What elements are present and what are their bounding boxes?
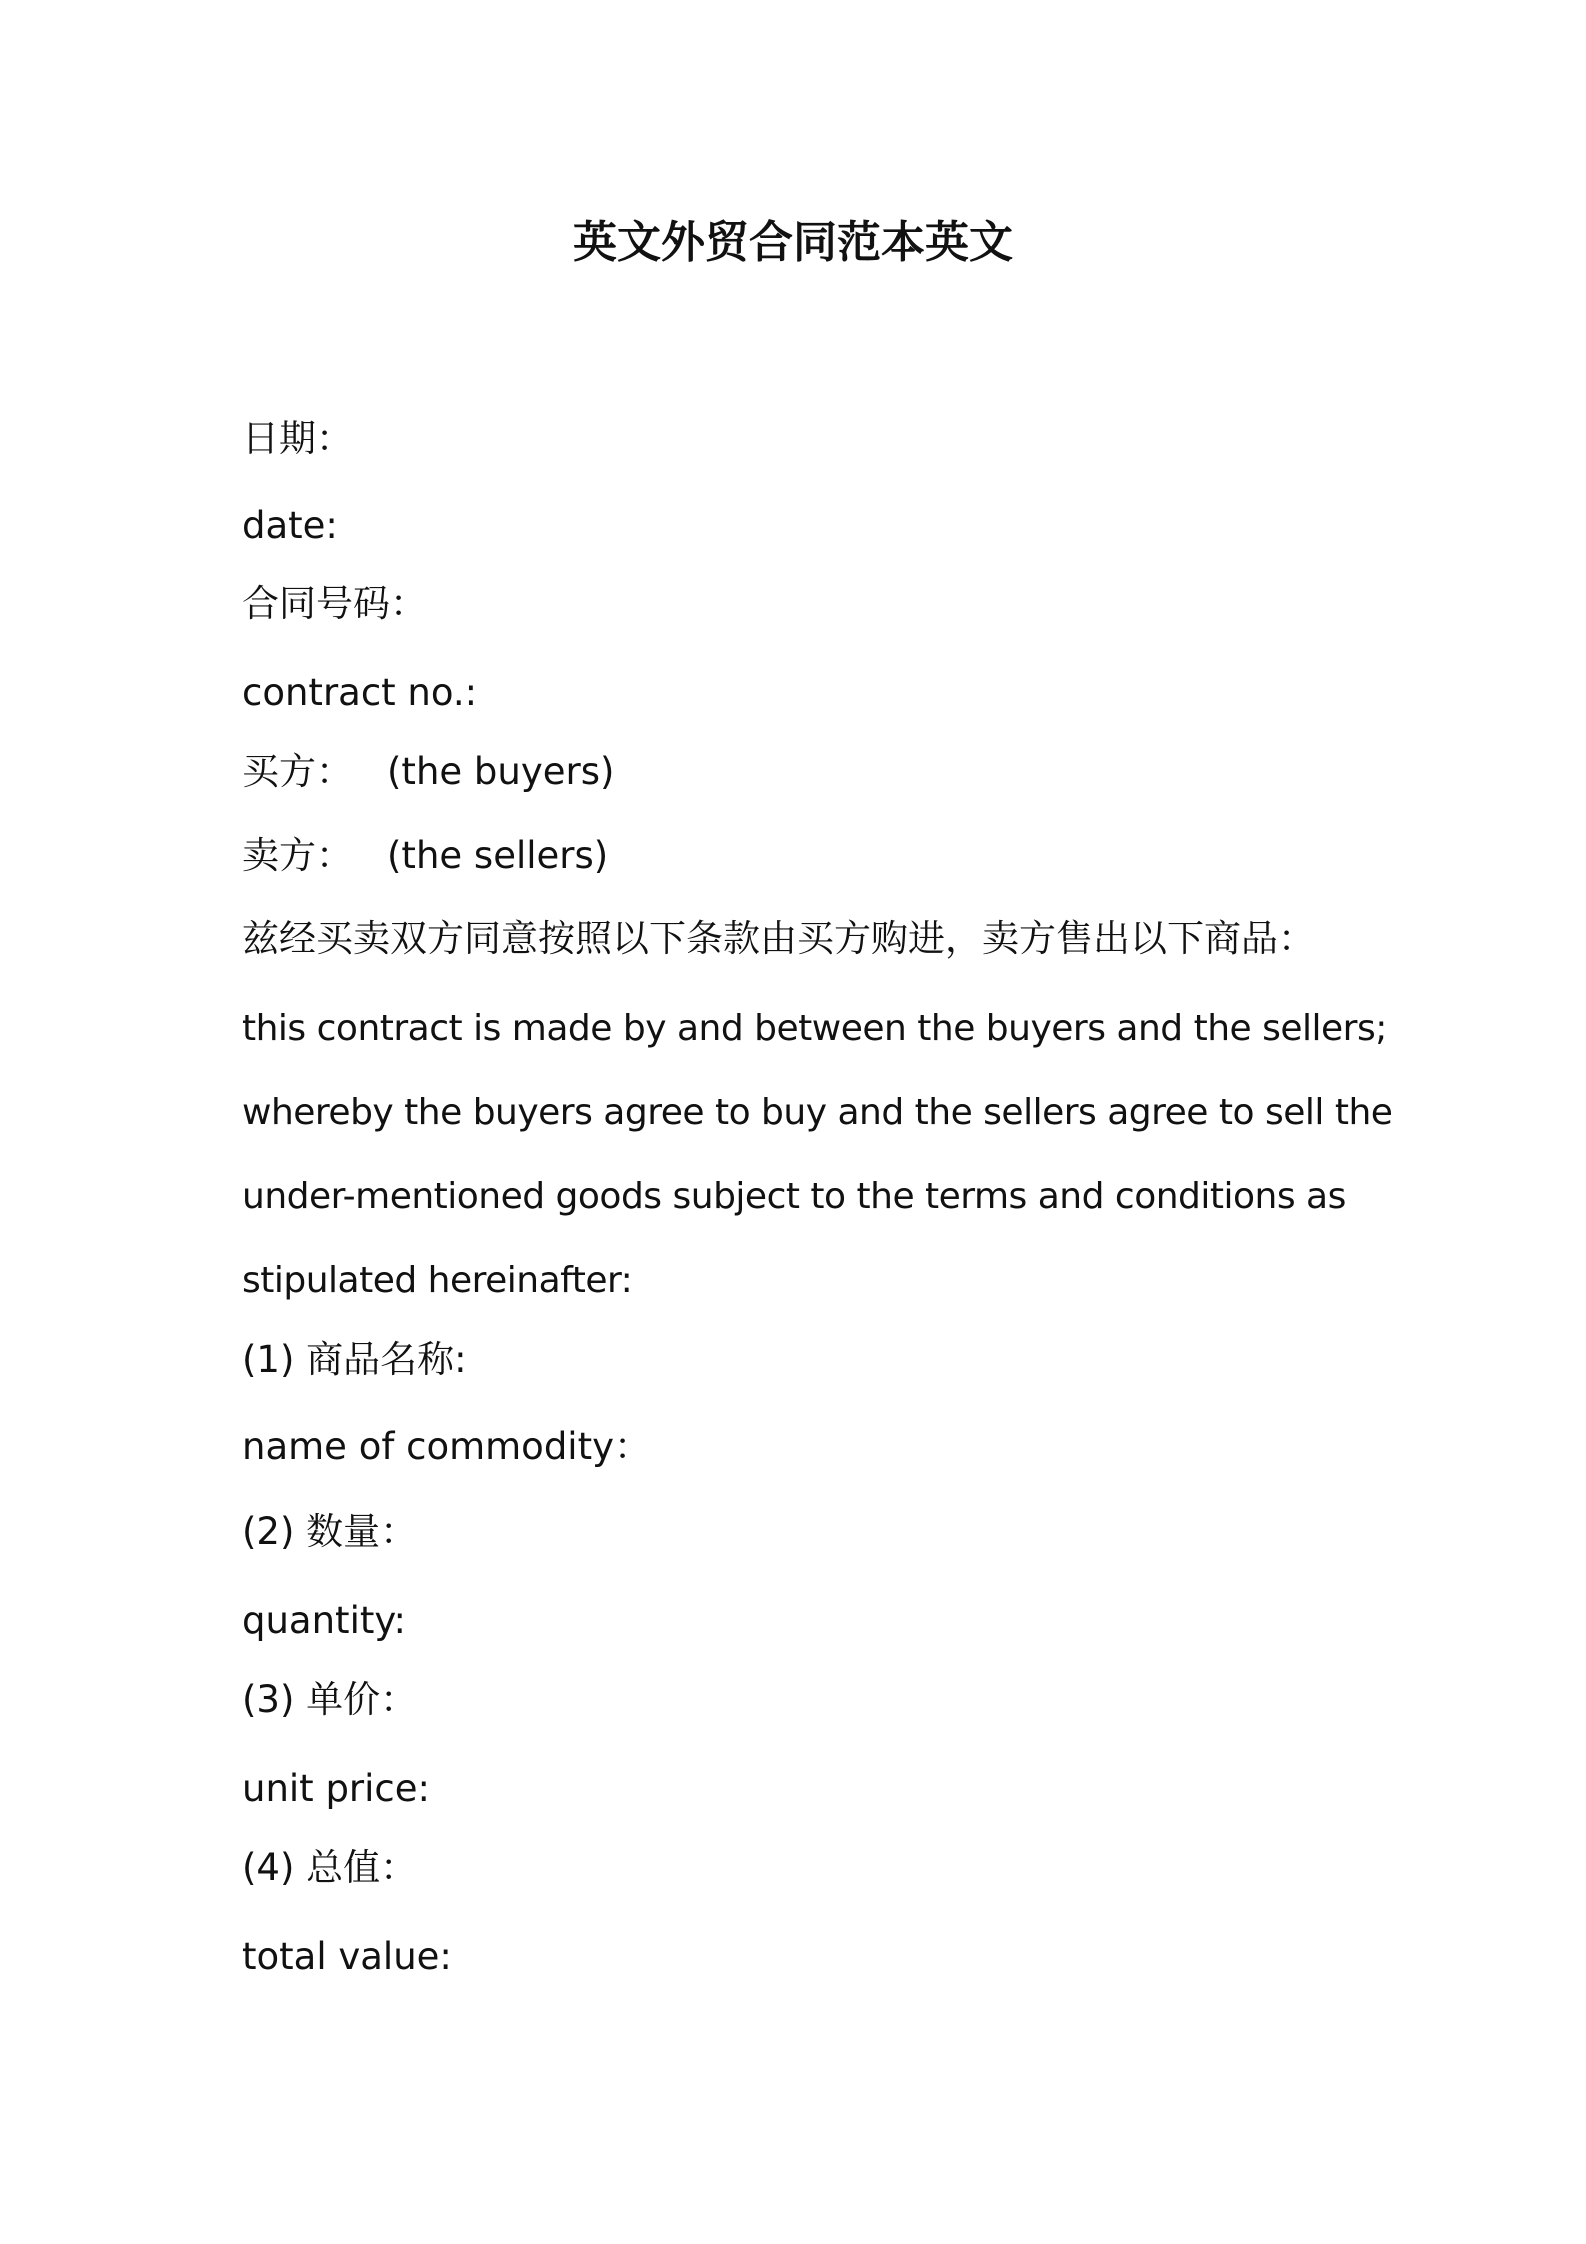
date-label-en: date:	[242, 504, 338, 547]
agreement-text-en-line: stipulated hereinafter:	[242, 1260, 633, 1301]
document-title: 英文外贸合同范本英文	[573, 217, 1013, 268]
contract-no-label-en: contract no.:	[242, 671, 478, 714]
agreement-text-cn: 兹经买卖双方同意按照以下条款由买方购进，卖方售出以下商品：	[242, 917, 1315, 960]
item-total-value-cn: (4) 总值：	[242, 1846, 418, 1889]
item-total-value-en: total value:	[242, 1935, 452, 1978]
item-quantity-en: quantity:	[242, 1599, 407, 1642]
contract-no-label-cn: 合同号码：	[242, 582, 427, 625]
item-commodity-cn: (1) 商品名称:	[242, 1338, 467, 1381]
sellers-label-en: (the sellers)	[387, 834, 609, 877]
sellers-label-cn: 卖方：	[242, 834, 353, 877]
item-unit-price-cn: (3) 单价：	[242, 1678, 418, 1721]
agreement-text-en-line: whereby the buyers agree to buy and the sellers agree to sell the	[242, 1092, 1393, 1133]
buyers-line	[242, 745, 1372, 799]
buyers-label-cn: 买方：	[242, 750, 353, 793]
date-label-cn: 日期：	[242, 417, 353, 460]
agreement-text-en-line: this contract is made by and between the buyers and the sellers;	[242, 1008, 1387, 1049]
sellers-line	[242, 829, 1372, 883]
buyers-label-en: (the buyers)	[387, 750, 615, 793]
item-quantity-cn: (2) 数量：	[242, 1510, 418, 1553]
agreement-text-en-line: under-mentioned goods subject to the terms and conditions as	[242, 1176, 1346, 1217]
item-unit-price-en: unit price:	[242, 1767, 430, 1810]
item-commodity-en: name of commodity：	[242, 1425, 651, 1468]
